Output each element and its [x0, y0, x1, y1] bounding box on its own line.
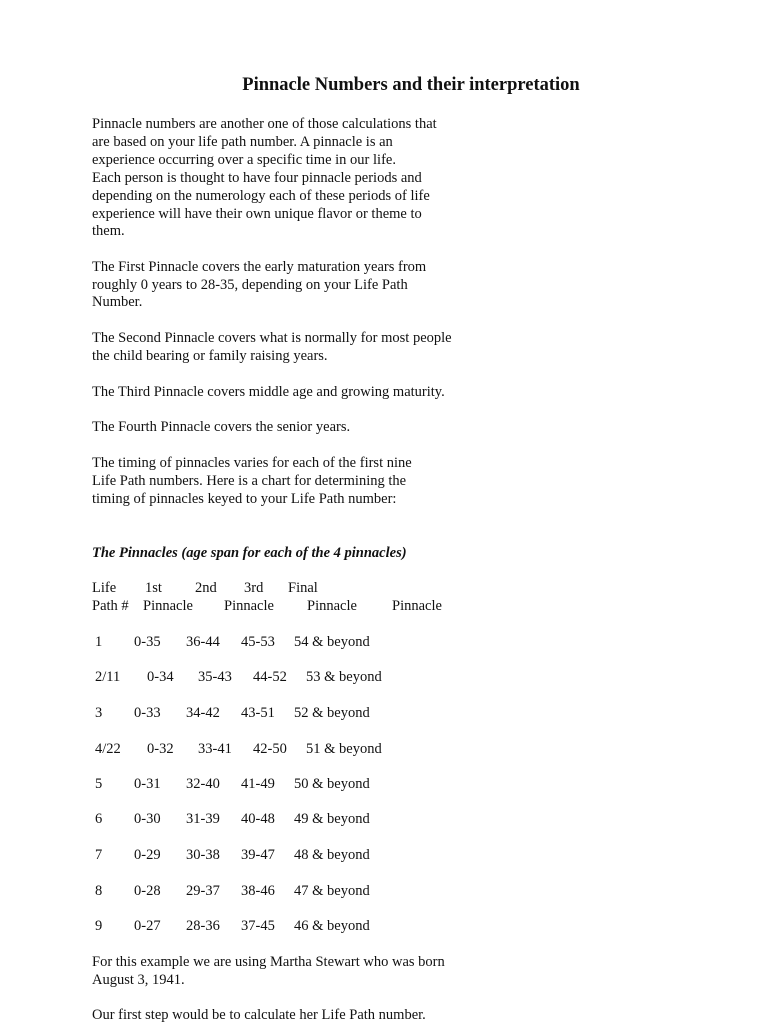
table-cell: 35-43	[198, 669, 232, 685]
table-cell: 0-27	[134, 918, 161, 934]
table-cell: 28-36	[186, 918, 220, 934]
table-cell: 0-31	[134, 776, 161, 792]
table-cell: 46 & beyond	[294, 918, 370, 934]
table-cell: 9	[95, 918, 103, 934]
table-header-cell: 2nd	[195, 580, 217, 596]
table-cell: 30-38	[186, 847, 220, 863]
table-cell: 1	[95, 634, 103, 650]
table-cell: 0-34	[147, 669, 174, 685]
table-cell: 45-53	[241, 634, 275, 650]
intro-line: depending on the numerology each of these periods of life	[92, 188, 430, 204]
table-cell: 48 & beyond	[294, 847, 370, 863]
page-title: Pinnacle Numbers and their interpretation	[242, 75, 580, 95]
table-cell: 5	[95, 776, 103, 792]
table-cell: 0-32	[147, 741, 174, 757]
table-header-cell: Final	[288, 580, 318, 596]
timing-line: timing of pinnacles keyed to your Life Path number:	[92, 491, 397, 507]
table-header-cell: Pinnacle	[307, 598, 357, 614]
table-cell: 41-49	[241, 776, 275, 792]
table-cell: 8	[95, 883, 103, 899]
table-cell: 37-45	[241, 918, 275, 934]
table-cell: 0-30	[134, 811, 161, 827]
table-cell: 32-40	[186, 776, 220, 792]
table-cell: 0-29	[134, 847, 161, 863]
table-cell: 47 & beyond	[294, 883, 370, 899]
table-cell: 2/11	[95, 669, 121, 685]
table-header-cell: 1st	[145, 580, 162, 596]
table-header-cell: Life	[92, 580, 117, 596]
example-line: August 3, 1941.	[92, 972, 185, 988]
table-cell: 6	[95, 811, 103, 827]
table-header-cell: 3rd	[244, 580, 264, 596]
table-cell: 50 & beyond	[294, 776, 370, 792]
table-cell: 44-52	[253, 669, 287, 685]
intro-line: experience will have their own unique flavor or theme to	[92, 206, 422, 222]
table-cell: 49 & beyond	[294, 811, 370, 827]
second-pinnacle-line: the child bearing or family raising years.	[92, 348, 328, 364]
first-step-line: Our first step would be to calculate her Life Path number.	[92, 1007, 426, 1023]
table-cell: 4/22	[95, 741, 121, 757]
table-header-cell: Path #	[92, 598, 129, 614]
table-cell: 3	[95, 705, 103, 721]
table-header-cell: Pinnacle	[143, 598, 193, 614]
intro-line: Each person is thought to have four pinnacle periods and	[92, 170, 422, 186]
first-pinnacle-line: The First Pinnacle covers the early maturation years from	[92, 259, 427, 275]
intro-line: Pinnacle numbers are another one of those calculations that	[92, 116, 437, 132]
first-pinnacle-line: Number.	[92, 294, 143, 310]
table-cell: 31-39	[186, 811, 220, 827]
first-pinnacle-line: roughly 0 years to 28-35, depending on your Life Path	[92, 277, 408, 293]
table-cell: 7	[95, 847, 103, 863]
timing-line: The timing of pinnacles varies for each of the first nine	[92, 455, 412, 471]
table-cell: 54 & beyond	[294, 634, 370, 650]
table-cell: 33-41	[198, 741, 232, 757]
intro-line: them.	[92, 223, 125, 239]
example-line: For this example we are using Martha Stewart who was born	[92, 954, 445, 970]
table-cell: 43-51	[241, 705, 275, 721]
timing-line: Life Path numbers. Here is a chart for determining the	[92, 473, 407, 489]
table-cell: 39-47	[241, 847, 275, 863]
third-pinnacle-line: The Third Pinnacle covers middle age and growing maturity.	[92, 384, 445, 400]
table-header-cell: Pinnacle	[224, 598, 274, 614]
table-cell: 29-37	[186, 883, 220, 899]
table-cell: 0-33	[134, 705, 161, 721]
intro-line: experience occurring over a specific time in our life.	[92, 152, 396, 168]
table-cell: 52 & beyond	[294, 705, 370, 721]
intro-line: are based on your life path number. A pinnacle is an	[92, 134, 393, 150]
second-pinnacle-line: The Second Pinnacle covers what is normally for most people	[92, 330, 452, 346]
table-header-cell: Pinnacle	[392, 598, 442, 614]
table-cell: 0-28	[134, 883, 161, 899]
fourth-pinnacle-line: The Fourth Pinnacle covers the senior years.	[92, 419, 351, 435]
table-heading: The Pinnacles (age span for each of the 4 pinnacles)	[92, 545, 407, 561]
table-cell: 40-48	[241, 811, 275, 827]
table-cell: 51 & beyond	[306, 741, 382, 757]
table-cell: 53 & beyond	[306, 669, 382, 685]
table-cell: 0-35	[134, 634, 161, 650]
table-cell: 42-50	[253, 741, 287, 757]
table-cell: 34-42	[186, 705, 220, 721]
table-cell: 36-44	[186, 634, 220, 650]
table-cell: 38-46	[241, 883, 275, 899]
